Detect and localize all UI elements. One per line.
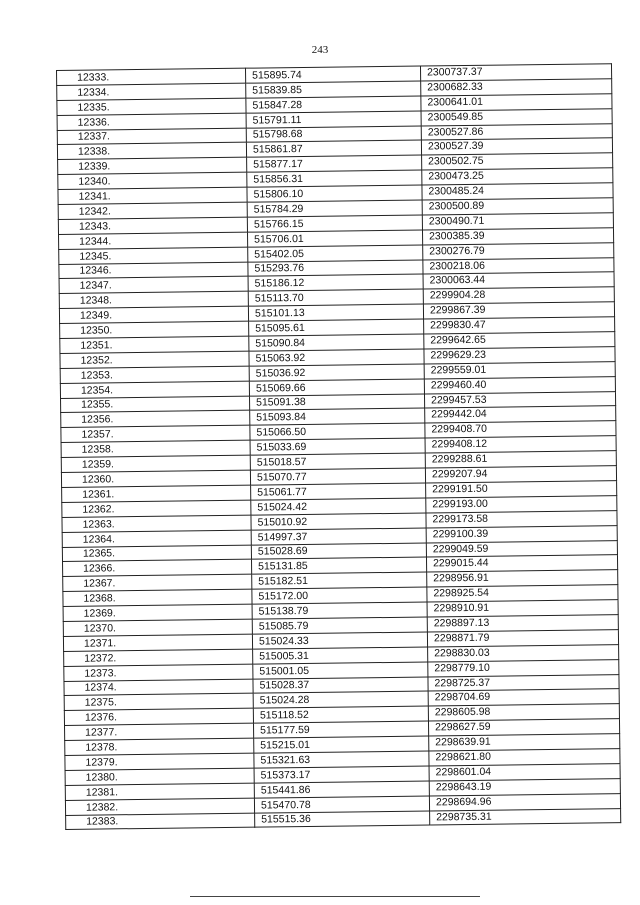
y-coordinate-cell: 2300549.85 <box>421 108 612 125</box>
point-number-cell: 12365. <box>62 545 251 562</box>
point-number-cell: 12377. <box>65 723 254 740</box>
x-coordinate-cell: 515172.00 <box>252 587 427 604</box>
point-number-cell: 12352. <box>60 351 249 368</box>
x-coordinate-cell: 515706.01 <box>247 230 422 247</box>
x-coordinate-cell: 515847.28 <box>246 96 421 113</box>
y-coordinate-cell: 2298704.69 <box>428 689 619 706</box>
point-number-cell: 12340. <box>58 172 247 189</box>
y-coordinate-cell: 2298897.13 <box>427 615 618 632</box>
point-number-cell: 12364. <box>62 530 251 547</box>
y-coordinate-cell: 2298639.91 <box>429 734 620 751</box>
y-coordinate-cell: 2298779.10 <box>428 659 619 676</box>
point-number-cell: 12359. <box>61 455 250 472</box>
point-number-cell: 12381. <box>65 783 254 800</box>
x-coordinate-cell: 515061.77 <box>251 483 426 500</box>
x-coordinate-cell: 515321.63 <box>254 751 429 768</box>
point-number-cell: 12361. <box>62 485 251 502</box>
x-coordinate-cell: 515441.86 <box>254 781 429 798</box>
point-number-cell: 12366. <box>63 560 252 577</box>
x-coordinate-cell: 515113.70 <box>248 289 423 306</box>
y-coordinate-cell: 2300502.75 <box>422 153 613 170</box>
x-coordinate-cell: 515470.78 <box>254 796 429 813</box>
point-number-cell: 12371. <box>63 634 252 651</box>
page-number: 243 <box>311 44 329 56</box>
y-coordinate-cell: 2298627.59 <box>428 719 619 736</box>
x-coordinate-cell: 515806.10 <box>247 185 422 202</box>
point-number-cell: 12360. <box>61 470 250 487</box>
point-number-cell: 12379. <box>65 753 254 770</box>
point-number-cell: 12362. <box>62 500 251 517</box>
y-coordinate-cell: 2299629.23 <box>424 347 615 364</box>
x-coordinate-cell: 515791.11 <box>246 111 421 128</box>
y-coordinate-cell: 2299457.53 <box>424 391 615 408</box>
y-coordinate-cell: 2299049.59 <box>426 540 617 557</box>
y-coordinate-cell: 2299173.58 <box>426 510 617 527</box>
x-coordinate-cell: 515005.31 <box>253 647 428 664</box>
y-coordinate-cell: 2300500.89 <box>422 198 613 215</box>
point-number-cell: 12348. <box>59 292 248 309</box>
point-number-cell: 12372. <box>64 649 253 666</box>
y-coordinate-cell: 2298910.91 <box>427 600 618 617</box>
point-number-cell: 12353. <box>60 366 249 383</box>
point-number-cell: 12355. <box>61 396 250 413</box>
y-coordinate-cell: 2298694.96 <box>429 793 620 810</box>
y-coordinate-cell: 2300276.79 <box>423 242 614 259</box>
point-number-cell: 12335. <box>57 98 246 115</box>
x-coordinate-cell: 515186.12 <box>248 275 423 292</box>
coordinate-table-body <box>57 64 621 830</box>
point-number-cell: 12373. <box>64 664 253 681</box>
x-coordinate-cell: 515063.92 <box>249 349 424 366</box>
y-coordinate-cell: 2299904.28 <box>423 287 614 304</box>
x-coordinate-cell: 515373.17 <box>254 766 429 783</box>
x-coordinate-cell: 515095.61 <box>249 319 424 336</box>
y-coordinate-cell: 2298830.03 <box>428 644 619 661</box>
x-coordinate-cell: 515215.01 <box>254 736 429 753</box>
y-coordinate-cell: 2298643.19 <box>429 778 620 795</box>
x-coordinate-cell: 515766.15 <box>247 215 422 232</box>
x-coordinate-cell: 515090.84 <box>249 334 424 351</box>
y-coordinate-cell: 2300218.06 <box>423 257 614 274</box>
y-coordinate-cell: 2299867.39 <box>423 302 614 319</box>
point-number-cell: 12346. <box>59 262 248 279</box>
point-number-cell: 12376. <box>64 708 253 725</box>
y-coordinate-cell: 2299191.50 <box>426 481 617 498</box>
point-number-cell: 12338. <box>57 143 246 160</box>
y-coordinate-cell: 2299408.70 <box>425 421 616 438</box>
y-coordinate-cell: 2299100.39 <box>426 525 617 542</box>
y-coordinate-cell: 2300527.86 <box>421 123 612 140</box>
x-coordinate-cell: 515138.79 <box>252 602 427 619</box>
x-coordinate-cell: 515515.36 <box>255 811 430 828</box>
point-number-cell: 12334. <box>57 83 246 100</box>
y-coordinate-cell: 2300737.37 <box>420 64 611 81</box>
y-coordinate-cell: 2300682.33 <box>421 79 612 96</box>
point-number-cell: 12351. <box>60 336 249 353</box>
point-number-cell: 12383. <box>66 813 255 830</box>
x-coordinate-cell: 515024.28 <box>253 691 428 708</box>
coordinate-table-container <box>56 64 581 831</box>
y-coordinate-cell: 2300385.39 <box>422 227 613 244</box>
y-coordinate-cell: 2298735.31 <box>430 808 621 825</box>
point-number-cell: 12358. <box>61 440 250 457</box>
point-number-cell: 12333. <box>57 68 246 85</box>
point-number-cell: 12344. <box>59 232 248 249</box>
point-number-cell: 12343. <box>58 217 247 234</box>
x-coordinate-cell: 515028.69 <box>251 543 426 560</box>
x-coordinate-cell: 515024.42 <box>251 498 426 515</box>
point-number-cell: 12357. <box>61 426 250 443</box>
y-coordinate-cell: 2298725.37 <box>428 674 619 691</box>
x-coordinate-cell: 515895.74 <box>245 66 420 83</box>
x-coordinate-cell: 515091.38 <box>249 394 424 411</box>
x-coordinate-cell: 515118.52 <box>253 706 428 723</box>
x-coordinate-cell: 515010.92 <box>251 513 426 530</box>
x-coordinate-cell: 515293.76 <box>248 260 423 277</box>
y-coordinate-cell: 2299830.47 <box>424 317 615 334</box>
x-coordinate-cell: 515028.37 <box>253 677 428 694</box>
point-number-cell: 12369. <box>63 604 252 621</box>
x-coordinate-cell: 515861.87 <box>246 140 421 157</box>
x-coordinate-cell: 515131.85 <box>251 557 426 574</box>
y-coordinate-cell: 2299288.61 <box>425 451 616 468</box>
x-coordinate-cell: 514997.37 <box>251 528 426 545</box>
y-coordinate-cell: 2298605.98 <box>428 704 619 721</box>
x-coordinate-cell: 515001.05 <box>253 662 428 679</box>
y-coordinate-cell: 2299442.04 <box>425 406 616 423</box>
point-number-cell: 12339. <box>58 158 247 175</box>
point-number-cell: 12350. <box>60 321 249 338</box>
y-coordinate-cell: 2298925.54 <box>427 585 618 602</box>
y-coordinate-cell: 2300485.24 <box>422 183 613 200</box>
point-number-cell: 12337. <box>57 128 246 145</box>
x-coordinate-cell: 515070.77 <box>250 468 425 485</box>
point-number-cell: 12375. <box>64 694 253 711</box>
y-coordinate-cell: 2299559.01 <box>424 362 615 379</box>
x-coordinate-cell: 515182.51 <box>252 572 427 589</box>
y-coordinate-cell: 2300527.39 <box>421 138 612 155</box>
point-number-cell: 12382. <box>65 798 254 815</box>
coordinate-table <box>56 63 621 830</box>
point-number-cell: 12336. <box>57 113 246 130</box>
y-coordinate-cell: 2298956.91 <box>427 570 618 587</box>
y-coordinate-cell: 2299207.94 <box>425 466 616 483</box>
y-coordinate-cell: 2300490.71 <box>422 213 613 230</box>
x-coordinate-cell: 515024.33 <box>252 632 427 649</box>
point-number-cell: 12363. <box>62 515 251 532</box>
point-number-cell: 12341. <box>58 187 247 204</box>
y-coordinate-cell: 2299460.40 <box>424 376 615 393</box>
y-coordinate-cell: 2300063.44 <box>423 272 614 289</box>
point-number-cell: 12374. <box>64 679 253 696</box>
y-coordinate-cell: 2298601.04 <box>429 764 620 781</box>
x-coordinate-cell: 515784.29 <box>247 200 422 217</box>
y-coordinate-cell: 2299015.44 <box>426 555 617 572</box>
y-coordinate-cell: 2299642.65 <box>424 332 615 349</box>
x-coordinate-cell: 515856.31 <box>247 170 422 187</box>
x-coordinate-cell: 515177.59 <box>253 721 428 738</box>
x-coordinate-cell: 515018.57 <box>250 453 425 470</box>
point-number-cell: 12349. <box>59 306 248 323</box>
x-coordinate-cell: 515093.84 <box>250 409 425 426</box>
point-number-cell: 12342. <box>58 202 247 219</box>
x-coordinate-cell: 515085.79 <box>252 617 427 634</box>
x-coordinate-cell: 515101.13 <box>248 304 423 321</box>
y-coordinate-cell: 2299193.00 <box>426 496 617 513</box>
point-number-cell: 12380. <box>65 768 254 785</box>
point-number-cell: 12356. <box>61 411 250 428</box>
y-coordinate-cell: 2300473.25 <box>422 168 613 185</box>
y-coordinate-cell: 2300641.01 <box>421 93 612 110</box>
x-coordinate-cell: 515066.50 <box>250 423 425 440</box>
x-coordinate-cell: 515877.17 <box>247 155 422 172</box>
y-coordinate-cell: 2298621.80 <box>429 749 620 766</box>
x-coordinate-cell: 515402.05 <box>248 245 423 262</box>
point-number-cell: 12347. <box>59 277 248 294</box>
point-number-cell: 12378. <box>65 738 254 755</box>
footer-rule <box>190 896 480 897</box>
x-coordinate-cell: 515839.85 <box>246 81 421 98</box>
y-coordinate-cell: 2298871.79 <box>427 630 618 647</box>
point-number-cell: 12368. <box>63 589 252 606</box>
x-coordinate-cell: 515798.68 <box>246 126 421 143</box>
x-coordinate-cell: 515036.92 <box>249 364 424 381</box>
point-number-cell: 12367. <box>63 574 252 591</box>
x-coordinate-cell: 515069.66 <box>249 379 424 396</box>
x-coordinate-cell: 515033.69 <box>250 438 425 455</box>
point-number-cell: 12370. <box>63 619 252 636</box>
point-number-cell: 12345. <box>59 247 248 264</box>
point-number-cell: 12354. <box>60 381 249 398</box>
y-coordinate-cell: 2299408.12 <box>425 436 616 453</box>
